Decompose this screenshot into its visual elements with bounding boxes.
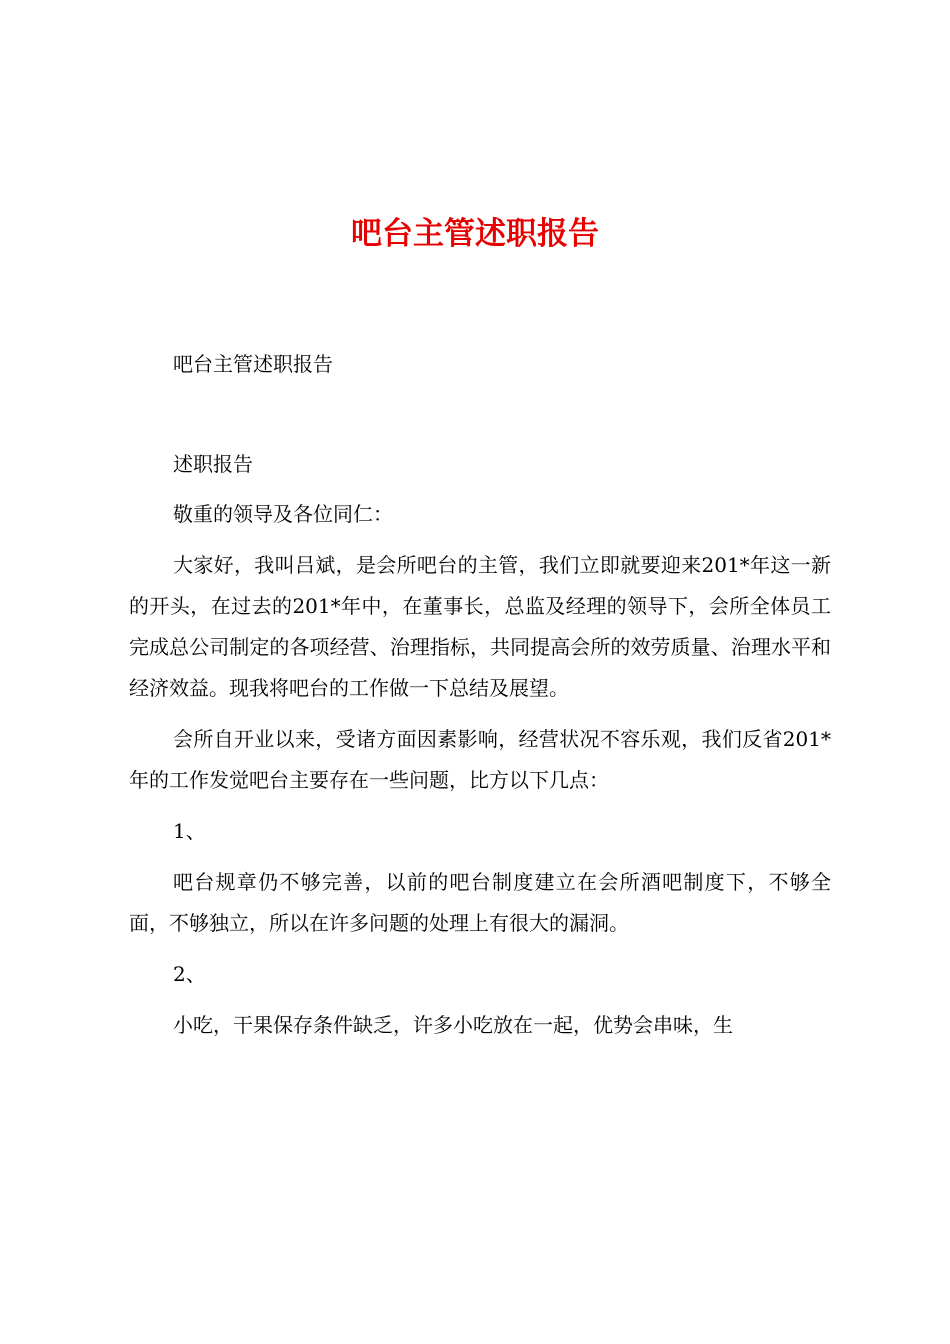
salutation: 敬重的领导及各位同仁：	[173, 502, 393, 526]
document-body	[129, 494, 831, 1056]
section-label-text: 述职报告	[173, 452, 253, 476]
list-number-1: 1、	[173, 819, 206, 843]
paragraph-problems: 会所自开业以来，受诸方面因素影响，经营状况不容乐观，我们反省201*年的工作发觉吧台主要存在一些问题，比方以下几点：	[129, 727, 831, 792]
paragraph-intro: 大家好，我叫吕斌，是会所吧台的主管，我们立即就要迎来201*年这一新的开头，在过去的201*年中，在董事长，总监及经理的领导下，会所全体员工完成总公司制定的各项经营、治理指标，共同提高会所的效劳质量、治理水平和经济效益。现我将吧台的工作做一下总结及展望。	[129, 553, 831, 700]
list-item-2: 小吃，干果保存条件缺乏，许多小吃放在一起，优势会串味，生	[173, 1013, 733, 1037]
document-title: 吧台主管述职报告	[351, 216, 599, 252]
section-label	[129, 444, 831, 485]
list-number-2: 2、	[173, 962, 206, 986]
document-subtitle	[129, 344, 831, 385]
subtitle-text: 吧台主管述职报告	[173, 352, 333, 376]
list-item-1: 吧台规章仍不够完善，以前的吧台制度建立在会所酒吧制度下，不够全面，不够独立，所以在许多问题的处理上有很大的漏洞。	[129, 870, 831, 935]
